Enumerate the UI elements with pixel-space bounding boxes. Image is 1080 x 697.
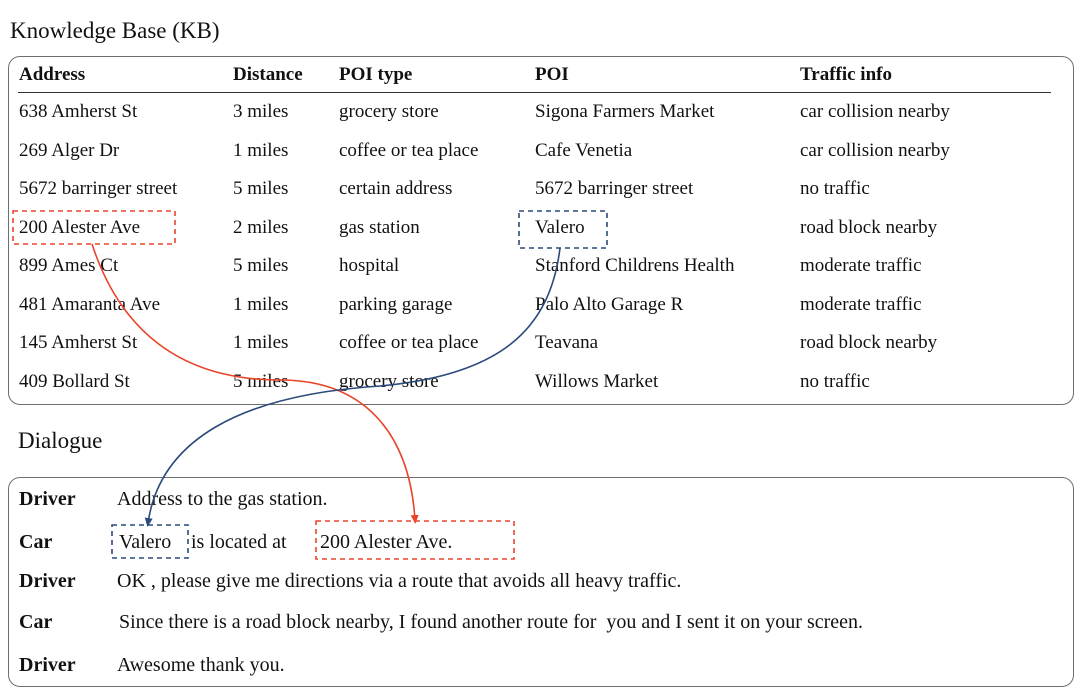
kb-header-address: Address [19,64,86,85]
kb-cell-poi: Valero [535,217,585,238]
turn-1-text: Address to the gas station. [117,488,328,510]
turn-5-speaker: Driver [19,654,76,676]
turn-2-text: is located at [186,531,292,553]
kb-cell-traffic-info: moderate traffic [800,255,922,276]
kb-cell-address: 200 Alester Ave [19,217,141,238]
kb-cell-poi: Teavana [535,332,599,353]
turn-2-poi-mention: Valero [119,531,172,553]
kb-cell-poi: Sigona Farmers Market [535,101,715,122]
kb-cell-poi-type: coffee or tea place [339,140,479,161]
turn-2-speaker: Car [19,531,53,553]
kb-cell-address: 269 Alger Dr [19,140,120,161]
kb-cell-poi-type: hospital [339,255,400,276]
kb-cell-traffic-info: no traffic [800,371,870,392]
kb-cell-address: 481 Amaranta Ave [19,294,161,315]
dialogue-title: Dialogue [18,428,103,453]
kb-cell-traffic-info: car collision nearby [800,140,950,161]
kb-cell-poi-type: coffee or tea place [339,332,479,353]
kb-cell-poi-type: parking garage [339,294,453,315]
kb-cell-poi-type: grocery store [339,371,439,392]
kb-cell-traffic-info: moderate traffic [800,294,922,315]
kb-cell-address: 145 Amherst St [19,332,138,353]
kb-cell-distance: 5 miles [233,178,289,199]
kb-header-traffic-info: Traffic info [800,64,892,85]
kb-cell-address: 638 Amherst St [19,101,138,122]
turn-4-speaker: Car [19,611,53,633]
kb-header-rule [18,92,1051,93]
kb-cell-poi-type: certain address [339,178,453,199]
kb-cell-distance: 1 miles [233,332,289,353]
kb-cell-traffic-info: no traffic [800,178,870,199]
kb-header-distance: Distance [233,64,303,85]
kb-title: Knowledge Base (KB) [10,18,220,43]
turn-3-speaker: Driver [19,570,76,592]
kb-header-poi-type: POI type [339,64,413,85]
turn-5-text: Awesome thank you. [117,654,285,676]
kb-cell-traffic-info: car collision nearby [800,101,950,122]
kb-cell-traffic-info: road block nearby [800,332,938,353]
kb-cell-distance: 1 miles [233,294,289,315]
kb-cell-poi: Stanford Childrens Health [535,255,735,276]
kb-cell-distance: 5 miles [233,371,289,392]
kb-cell-poi-type: grocery store [339,101,439,122]
kb-cell-traffic-info: road block nearby [800,217,938,238]
turn-2-address-mention: 200 Alester Ave. [320,531,453,553]
kb-cell-poi-type: gas station [339,217,420,238]
kb-cell-address: 409 Bollard St [19,371,130,392]
kb-cell-address: 899 Ames Ct [19,255,119,276]
kb-cell-address: 5672 barringer street [19,178,178,199]
kb-cell-poi: 5672 barringer street [535,178,694,199]
kb-header-poi: POI [535,64,569,85]
kb-cell-poi: Willows Market [535,371,659,392]
kb-cell-distance: 2 miles [233,217,289,238]
turn-3-text: OK , please give me directions via a route that avoids all heavy traffic. [117,570,682,592]
kb-cell-distance: 1 miles [233,140,289,161]
kb-cell-distance: 3 miles [233,101,289,122]
kb-cell-poi: Palo Alto Garage R [535,294,684,315]
turn-1-speaker: Driver [19,488,76,510]
turn-4-text: Since there is a road block nearby, I found another route for you and I sent it on your screen. [119,611,864,633]
kb-cell-poi: Cafe Venetia [535,140,633,161]
kb-cell-distance: 5 miles [233,255,289,276]
